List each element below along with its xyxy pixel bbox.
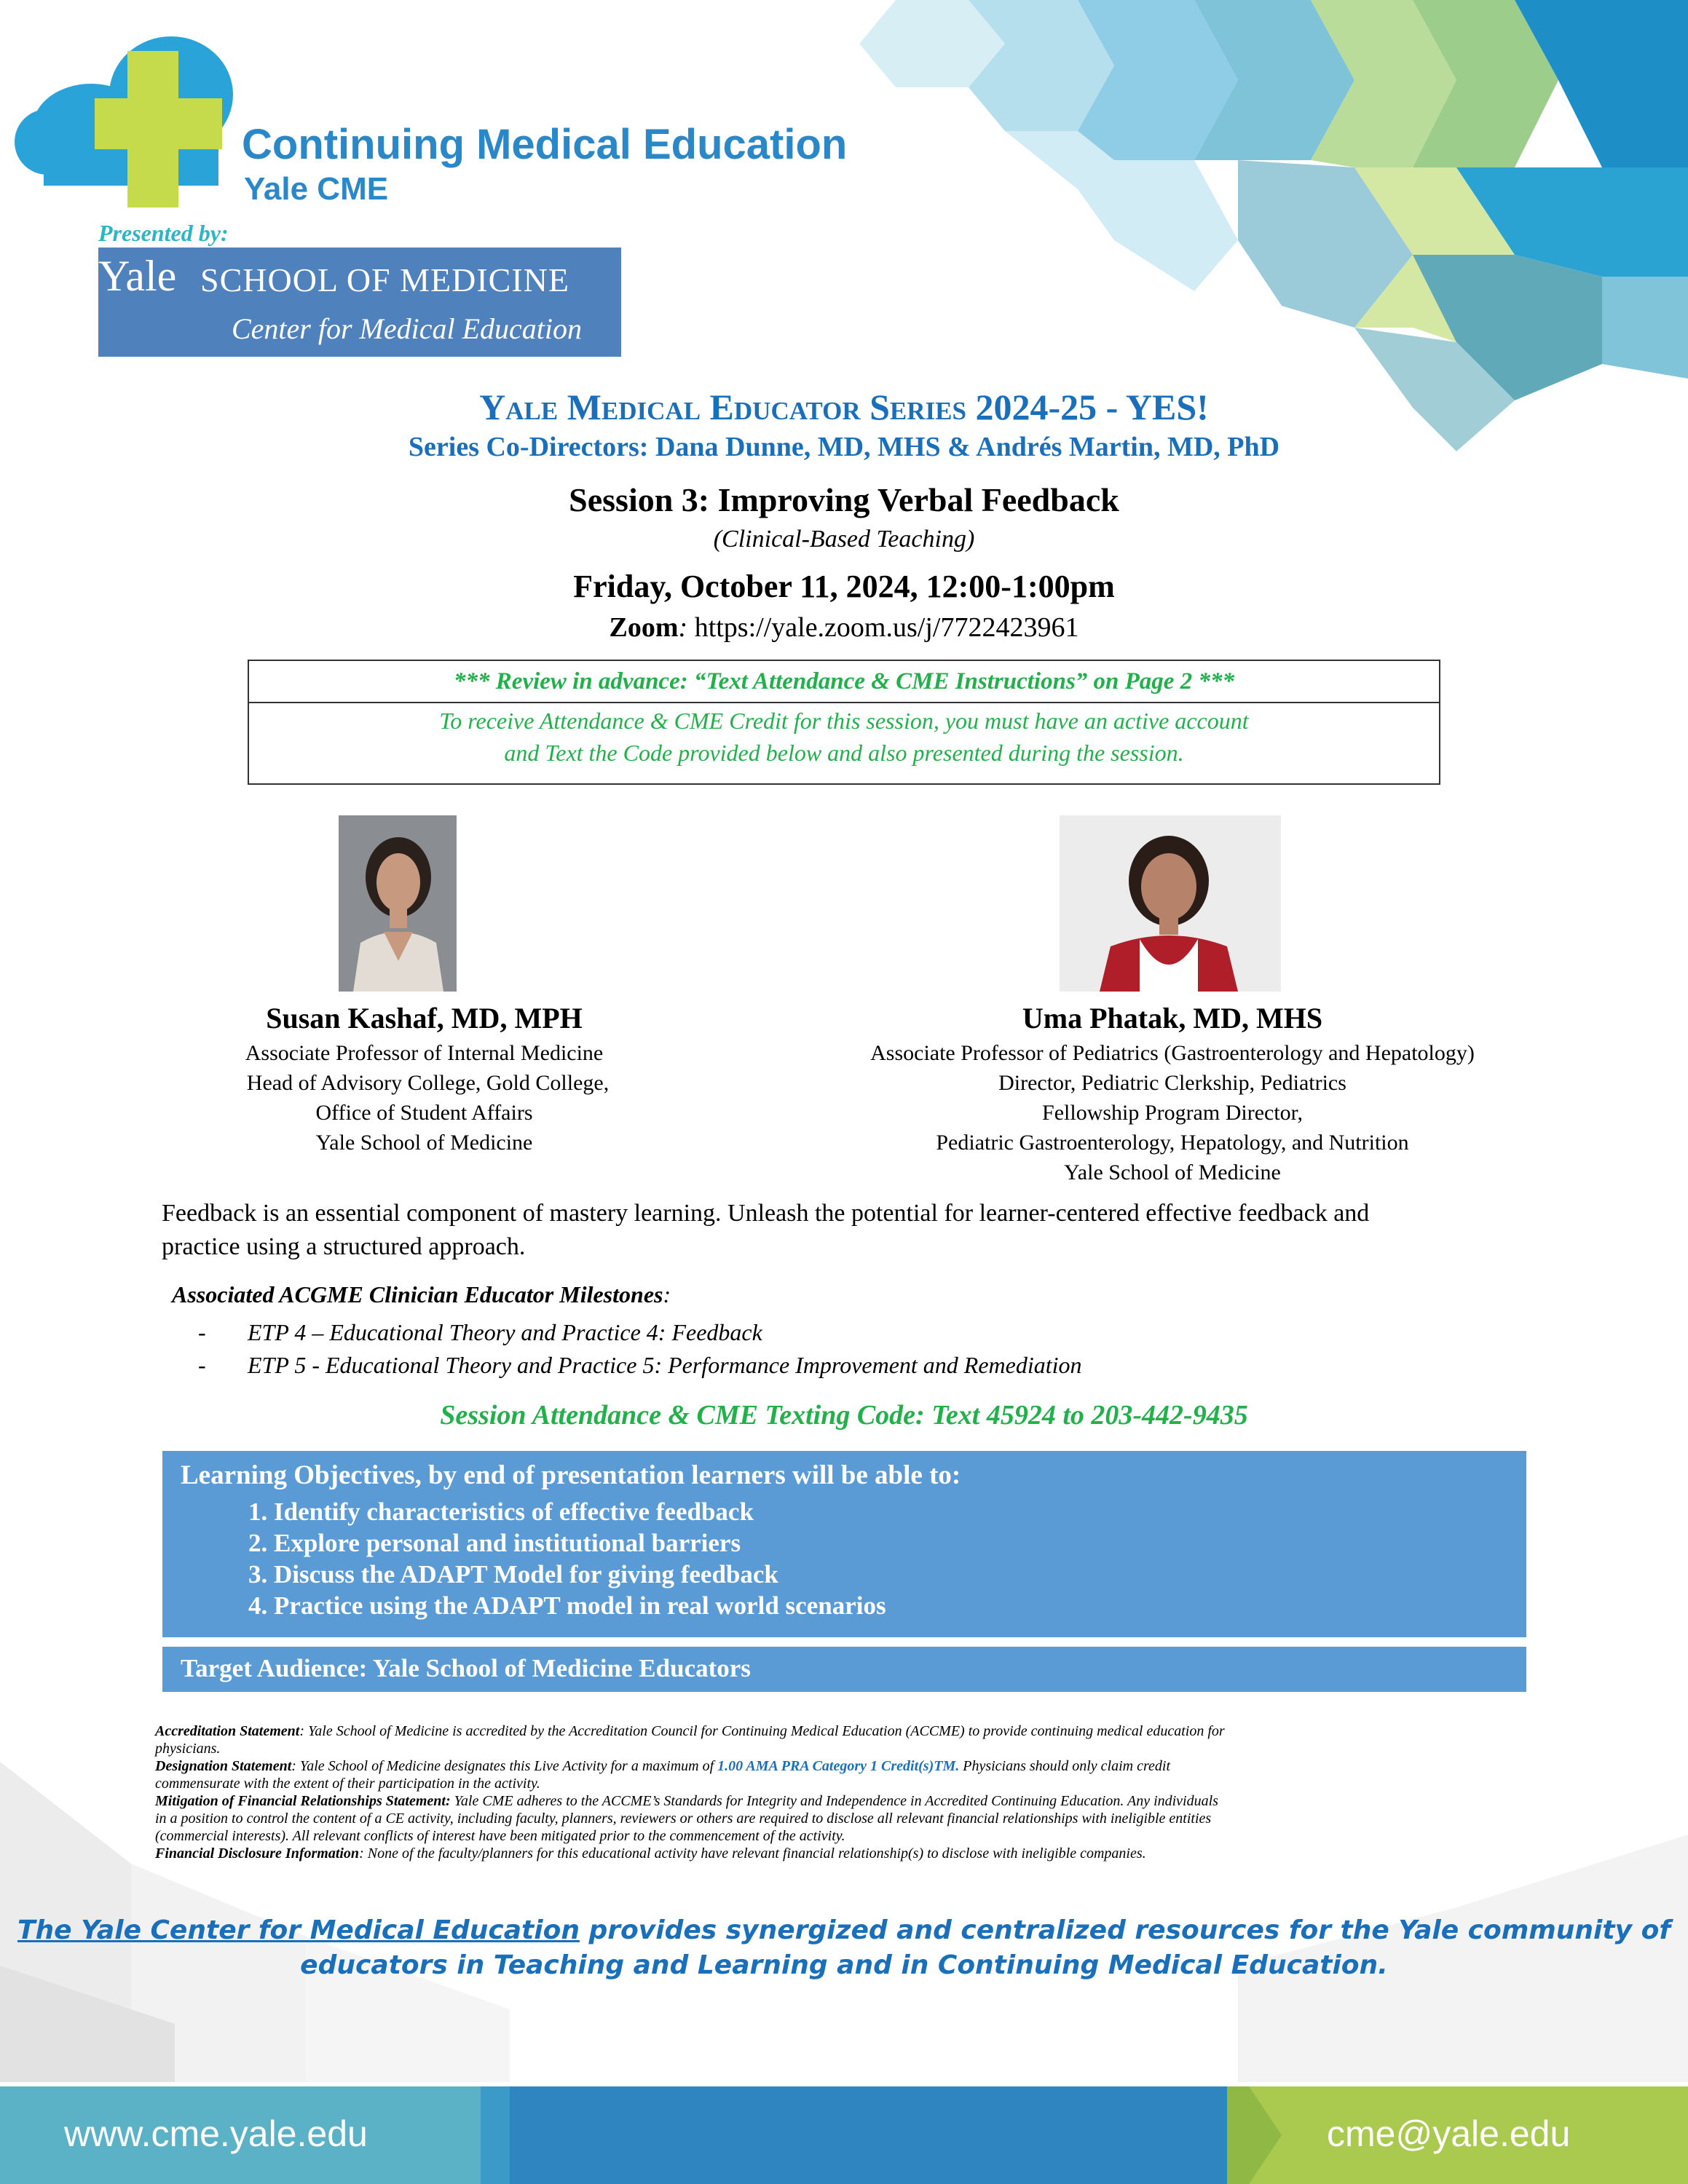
footer-website[interactable]: www.cme.yale.edu (64, 2113, 368, 2154)
designation-statement (155, 1757, 1582, 1775)
financial-text: : None of the faculty/planners for this educational activity have relevant financial relationship(s) to disclose with ineligible companies. (359, 1845, 1146, 1861)
accreditation-statement (155, 1722, 1582, 1740)
speaker-phatak (772, 1001, 1573, 1187)
notice-line-1: To receive Attendance & CME Credit for this session, you must have an active account (439, 708, 1249, 734)
texting-code: Session Attendance & CME Texting Code: Text 45924 to 203-442-9435 (440, 1400, 1248, 1431)
speaker-title-line: Yale School of Medicine (1064, 1160, 1281, 1184)
mitigation-statement (155, 1792, 1582, 1810)
notice-divider (249, 702, 1439, 703)
speaker-kashaf (113, 1001, 735, 1158)
series-title: Yale Medical Educator Series 2024-25 - YES! (479, 387, 1209, 427)
accreditation-text-2: physicians. (155, 1741, 221, 1757)
closing-statement (0, 1913, 1688, 1983)
description-line-1: Feedback is an essential component of mastery learning. Unleash the potential for learner-centered effective feedback and (162, 1200, 1370, 1227)
mitigation-text-3: (commercial interests). All relevant conflicts of interest have been mitigated prior to the commencement of the activity. (155, 1828, 845, 1844)
ysm-logo-box (98, 248, 621, 357)
footer-bar (0, 2086, 1688, 2184)
attendance-notice-box (248, 660, 1440, 785)
objective-item: 3. Discuss the ADAPT Model for giving feedback (248, 1560, 778, 1588)
speaker-title-line: Yale School of Medicine (315, 1131, 533, 1155)
zoom-label: Zoom (609, 612, 679, 643)
notice-line-2: and Text the Code provided below and also presented during the session. (504, 740, 1184, 766)
accreditation-text: : Yale School of Medicine is accredited by the Accreditation Council for Continuing Medical Education (ACCME) to provide continuing medical education for (299, 1723, 1225, 1739)
notice-header: *** Review in advance: “Text Attendance & CME Instructions” on Page 2 *** (454, 668, 1234, 695)
session-description (162, 1197, 1618, 1264)
org-title: Continuing Medical Education (242, 121, 848, 168)
speaker-name: Uma Phatak, MD, MHS (1022, 1002, 1323, 1034)
footer-middle-segment (510, 2086, 1227, 2184)
speaker-title-line: Fellowship Program Director, (1042, 1101, 1303, 1125)
closing-line-1 (0, 1913, 1688, 1948)
target-audience-box (162, 1647, 1526, 1692)
footer-arrow-icon (1227, 2086, 1285, 2184)
target-audience: Target Audience: Yale School of Medicine Educators (181, 1654, 751, 1682)
speaker-name: Susan Kashaf, MD, MPH (266, 1002, 583, 1034)
ysm-center-name: Center for Medical Education (232, 312, 583, 345)
milestones-heading-text: Associated ACGME Clinician Educator Milestones (172, 1281, 663, 1307)
speaker-photo-kashaf (339, 815, 457, 992)
milestone-item: ETP 5 - Educational Theory and Practice 5: Performance Improvement and Remediation (248, 1352, 1082, 1378)
zoom-line (0, 612, 1688, 644)
objective-item: 4. Practice using the ADAPT model in real world scenarios (248, 1591, 886, 1620)
objective-item: 2. Explore personal and institutional barriers (248, 1529, 741, 1557)
footer-email[interactable]: cme@yale.edu (1327, 2113, 1571, 2154)
session-subtitle: (Clinical-Based Teaching) (713, 526, 975, 553)
designation-text-a: : Yale School of Medicine designates this Live Activity for a maximum of (291, 1758, 718, 1774)
closing-text-1: provides synergized and centralized resources for the Yale community of (579, 1915, 1671, 1945)
presented-by-label: Presented by: (98, 220, 229, 246)
speaker-photo-phatak (1060, 815, 1281, 992)
speaker-title-line: Pediatric Gastroenterology, Hepatology, and Nutrition (936, 1131, 1409, 1155)
statements-block (155, 1722, 1582, 1862)
session-datetime: Friday, October 11, 2024, 12:00-1:00pm (573, 569, 1115, 604)
milestones-heading-colon: : (663, 1281, 671, 1307)
designation-text-2: commensurate with the extent of their participation in the activity. (155, 1776, 540, 1792)
milestones-heading (172, 1281, 671, 1308)
cme-cloud-plus-logo-icon (15, 33, 240, 215)
objective-item: 1. Identify characteristics of effective feedback (248, 1497, 754, 1526)
speaker-title-line: Associate Professor of Pediatrics (Gastroenterology and Hepatology) (870, 1041, 1475, 1065)
designation-label: Designation Statement (155, 1758, 292, 1774)
financial-label: Financial Disclosure Information (155, 1845, 360, 1861)
milestone-bullet: - (198, 1319, 206, 1345)
milestone-item: ETP 4 – Educational Theory and Practice 4: Feedback (248, 1319, 762, 1345)
ysm-yale-word: Yale (98, 252, 177, 300)
series-codirectors: Series Co-Directors: Dana Dunne, MD, MHS & Andrés Martin, MD, PhD (408, 432, 1280, 462)
speaker-title-line: Office of Student Affairs (315, 1101, 533, 1125)
mitigation-label: Mitigation of Financial Relationships Statement: (155, 1793, 451, 1809)
org-subtitle: Yale CME (244, 171, 389, 207)
mitigation-text: Yale CME adheres to the ACCME’s Standards for Integrity and Independence in Accredited Continuing Education. Any individuals (450, 1793, 1218, 1809)
ysm-school-of-medicine: SCHOOL OF MEDICINE (200, 261, 569, 298)
speaker-title-line: Associate Professor of Internal Medicine (245, 1041, 604, 1065)
ycme-link[interactable]: The Yale Center for Medical Education (17, 1915, 580, 1945)
speaker-title-line: Head of Advisory College, Gold College, (246, 1071, 610, 1095)
speaker-title-line: Director, Pediatric Clerkship, Pediatrics (998, 1071, 1346, 1095)
description-line-2: practice using a structured approach. (162, 1233, 526, 1260)
session-title: Session 3: Improving Verbal Feedback (569, 481, 1119, 518)
mitigation-text-2: in a position to control the content of a CE activity, including faculty, planners, reviewers or others are required to disclose all relevant financial relationships with ineligible entities (155, 1811, 1212, 1827)
designation-text-b: Physicians should only claim credit (959, 1758, 1170, 1774)
zoom-link[interactable]: https://yale.zoom.us/j/7722423961 (687, 612, 1079, 643)
closing-line-2: educators in Teaching and Learning and in Continuing Medical Education. (300, 1950, 1388, 1980)
designation-credit: 1.00 AMA PRA Category 1 Credit(s)TM. (717, 1758, 960, 1774)
zoom-colon: : (678, 612, 688, 643)
milestone-bullet: - (198, 1352, 206, 1378)
financial-statement (155, 1845, 1582, 1862)
learning-objectives-box (162, 1451, 1526, 1637)
accreditation-label: Accreditation Statement (155, 1723, 300, 1739)
objectives-heading: Learning Objectives, by end of presentation learners will be able to: (181, 1460, 961, 1490)
